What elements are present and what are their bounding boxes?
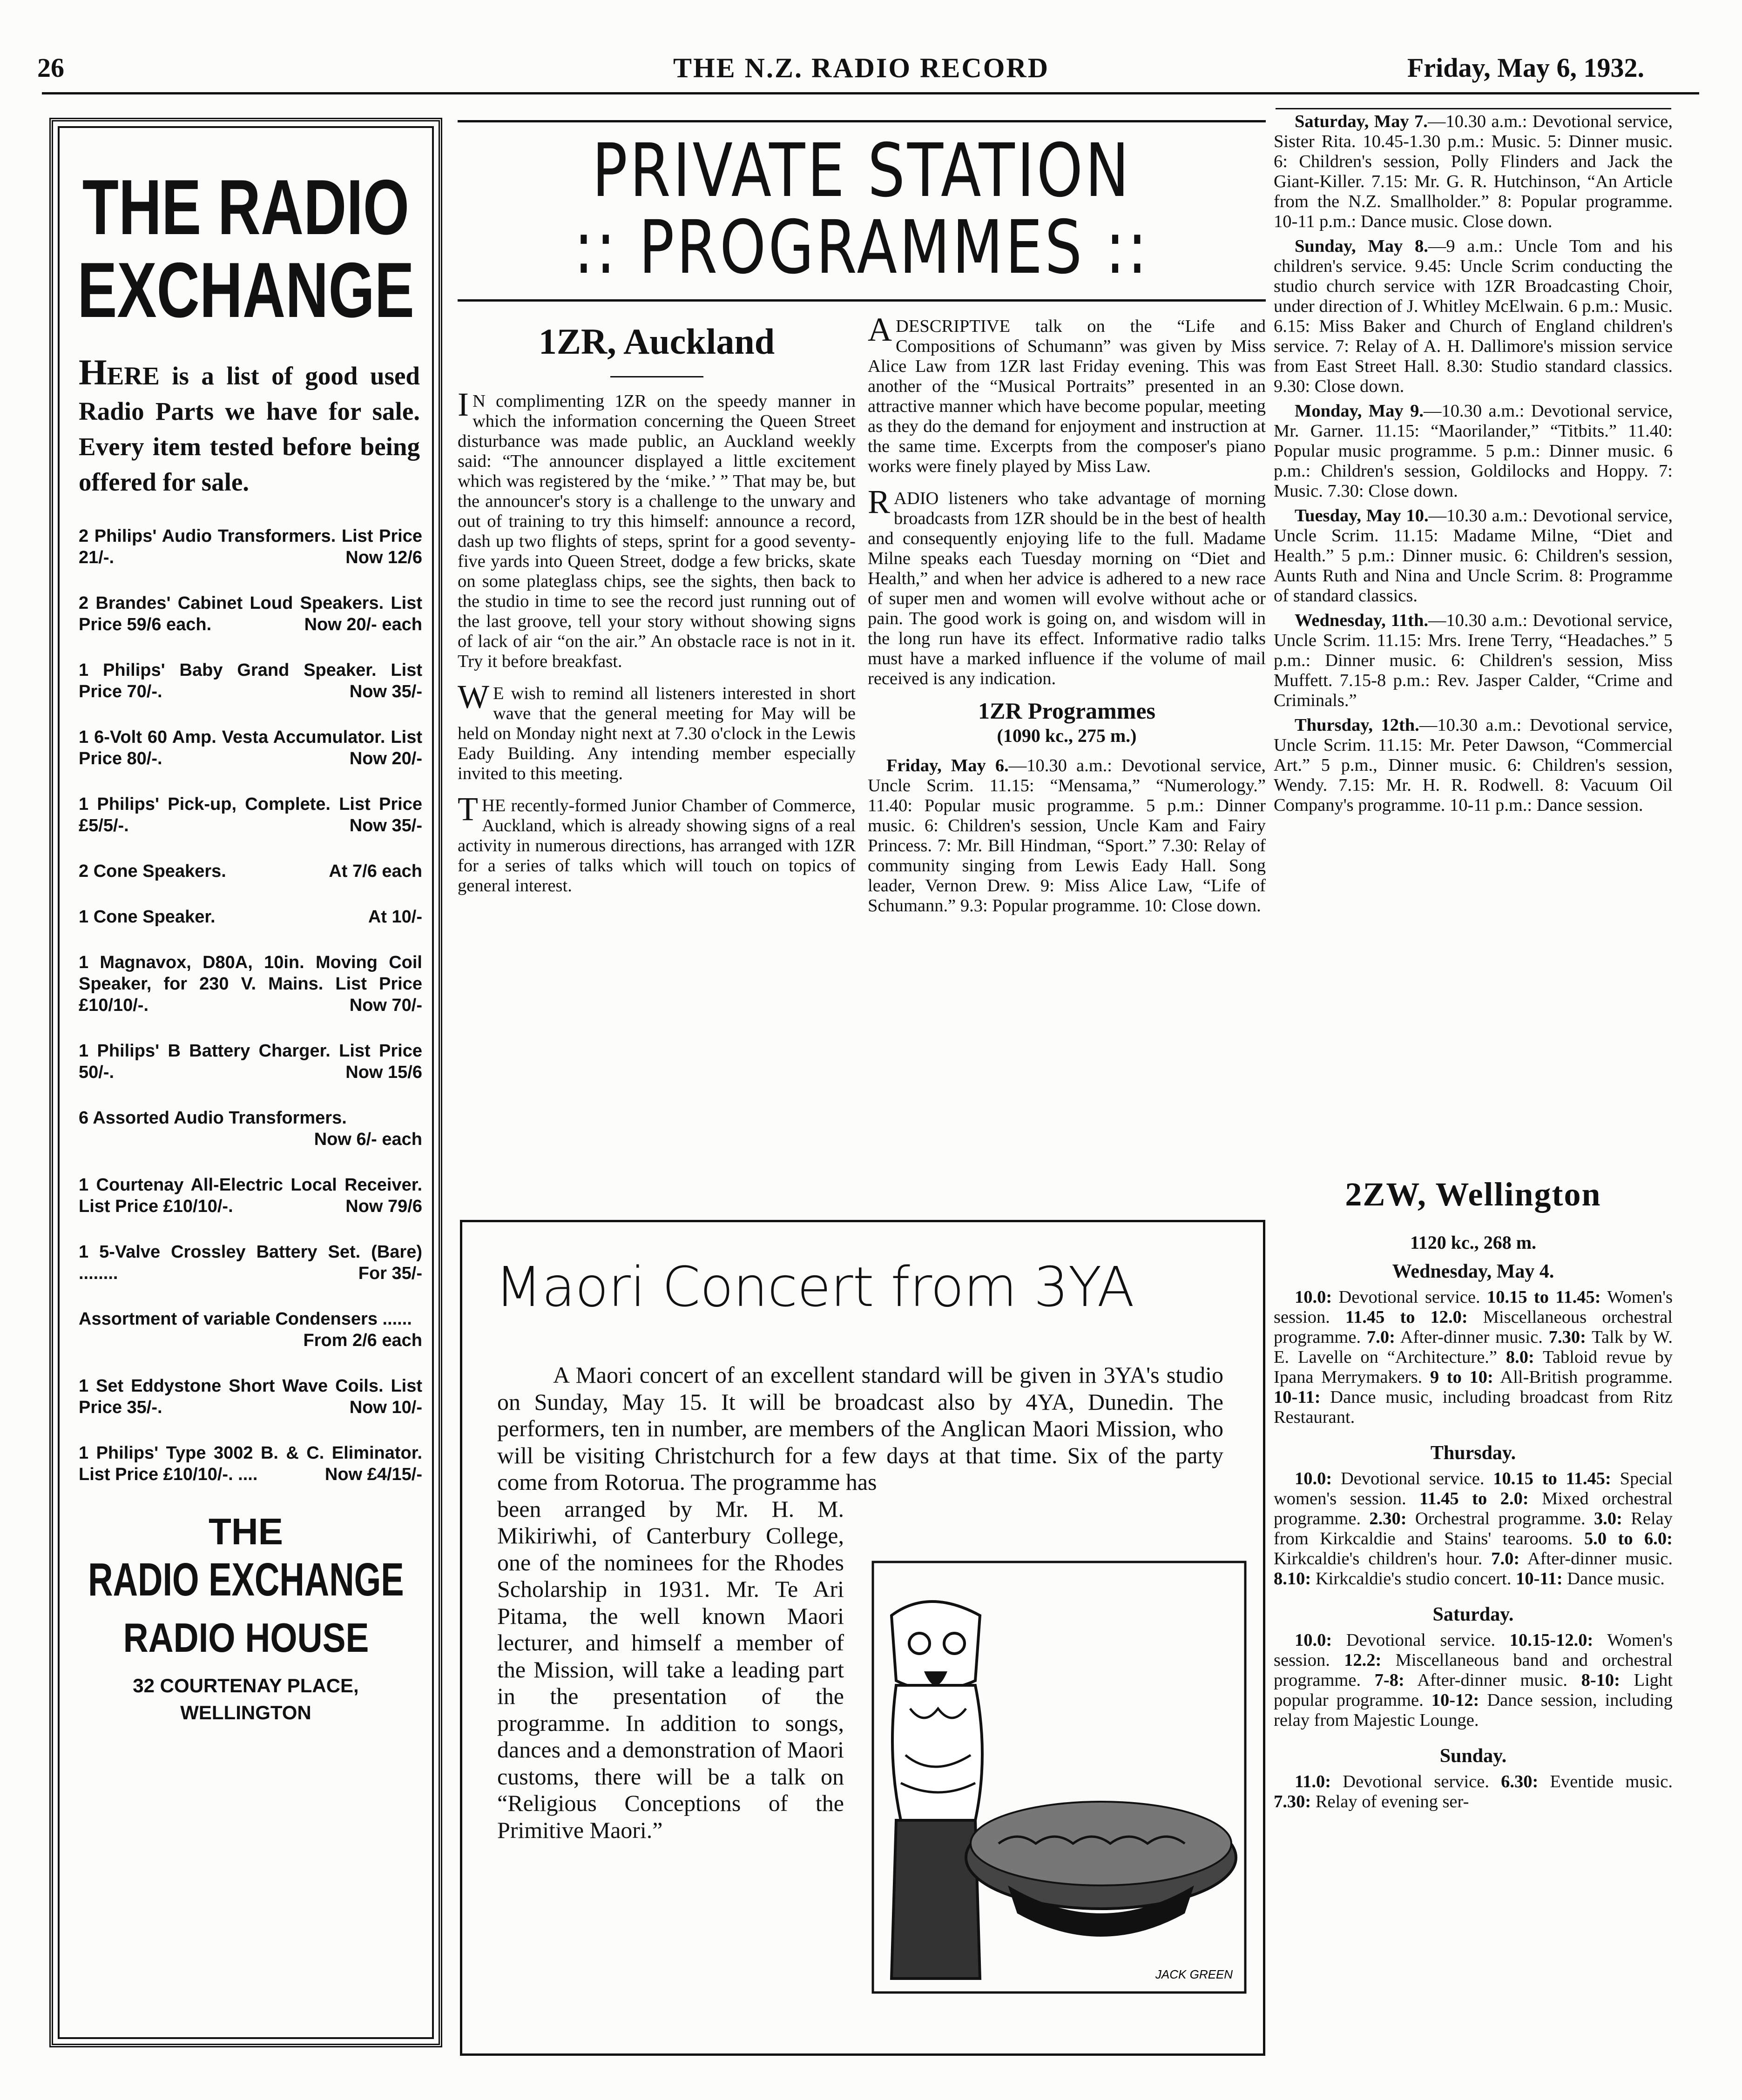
ad-item: [79, 1174, 422, 1217]
wellington-day-heading: Sunday.: [1439, 1745, 1507, 1767]
programme-description: Special women's session.: [1274, 1469, 1673, 1508]
ad-footer-name: RADIO EXCHANGE: [88, 1554, 404, 1606]
auckland-schedule-continued: [1274, 112, 1673, 820]
programme-time: 10.15 to 11.45:: [1486, 1287, 1601, 1307]
ad-item: [79, 592, 422, 635]
programme-description: Women's session.: [1274, 1287, 1673, 1327]
schedule-text: —9 a.m.: Uncle Tom and his children's service. 9.45: Uncle Scrim conducting the studio church service with 1ZR Broadcasting Choir, under direction of J. Whitley McElwain. 6 p.m.: Music. 6.15: Miss Baker and Church of England children's service. 7: Relay of A. H. Dallimore's mission service from East Street Hall. 8.30: Studio standard classics. 9.30: Close down.: [1274, 236, 1673, 396]
ad-content: [53, 121, 439, 1726]
programme-description: Kirkcaldie's studio concert.: [1311, 1569, 1516, 1588]
issue-date: Friday, May 6, 1932.: [1407, 53, 1644, 83]
schedule-text: —10.30 a.m.: Devotional service, Mr. Garner. 11.15: “Maorilander,” “Titbits.” 11.40: Popular music programme. 5 p.m.: Dinner music. 6 p.m.: Children's session, Goldilocks and Hoppy. 7: Music. 7.30: Close down.: [1274, 401, 1673, 501]
programme-time: 12.2:: [1344, 1650, 1382, 1670]
programme-description: Orchestral programme.: [1406, 1509, 1594, 1528]
ad-item-description: 1 Courtenay All-Electric Local Receiver. List Price £10/10/-.: [79, 1175, 422, 1216]
news-paragraph: [458, 386, 856, 672]
wellington-heading: 2ZW, Wellington: [1345, 1176, 1601, 1213]
wellington-day-heading: Saturday.: [1432, 1604, 1514, 1625]
auckland-article: [458, 311, 1266, 916]
ad-footer-building: RADIO HOUSE: [123, 1615, 369, 1661]
paragraph-text: recently-formed Junior Chamber of Commerce, Auckland, which is already showing signs of a real activity in numerous directions, has arranged with 1ZR for a series of talks which will touch on topics of general interest.: [458, 796, 856, 895]
ad-item: [79, 952, 422, 1016]
schedule-day: Friday, May 6.: [886, 756, 1009, 775]
ad-item-description: Assortment of variable Condensers ......: [79, 1309, 412, 1329]
maori-article-title: Maori Concert from 3YA: [495, 1255, 1134, 1319]
schedule-entry: [868, 756, 1266, 916]
schedule-day: Tuesday, May 10.: [1295, 506, 1429, 525]
paragraph-lead: E: [493, 684, 504, 703]
maori-text-narrow: been arranged by Mr. H. M. Mikiriwhi, of Canterbury College, one of the nominees for the Rhodes Scholarship in 1931. Mr. Te Ari Pitama, the well known Maori lecturer, and himself a member of the Mission, will take a leading part in the presentation of the programme. In addition to songs, dances and a demonstration of Maori customs, there will be a talk on “Religious Conceptions of the Primitive Maori.”: [497, 1495, 844, 1843]
tiki-figure-icon: [891, 1602, 982, 1979]
programme-description: Devotional service.: [1332, 1630, 1510, 1650]
programme-time: 11.45 to 12.0:: [1345, 1307, 1468, 1327]
schedule-entry: [1274, 611, 1673, 711]
programme-description: After-dinner music.: [1395, 1327, 1549, 1347]
programmes-heading: 1ZR Programmes: [978, 698, 1155, 724]
ad-item-description: 1 5-Valve Crossley Battery Set. (Bare) ........: [79, 1242, 422, 1283]
ad-item-price: Now 10/-: [349, 1398, 422, 1417]
paragraph-text: talk on the “Life and Compositions of Schumann” was given by Miss Alice Law from 1ZR last Friday evening. This was another of the “Musical Portraits” presented in an attractive manner which have become popular, meeting as they do the demand for enjoyment and instruction at the same time. Excerpts from the composer's piano works were finely played by Miss Law.: [868, 316, 1266, 476]
ad-item: [79, 1241, 422, 1284]
wellington-day-schedule: [1274, 1772, 1673, 1812]
schedule-text: —10.30 a.m.: Devotional service, Uncle Scrim. 11.15: Mr. Peter Dawson, “Commercial Art.” 5 p.m., Dinner music. 6: Children's session, Wendy. 7.15: Mr. H. R. Rodwell. 8: Vacuum Oil Company's programme. 10-11 p.m.: Dance session.: [1274, 715, 1673, 815]
ad-footer-address: 32 COURTENAY PLACE,: [133, 1675, 359, 1696]
tiki-and-bowl-illustration: [859, 1560, 1248, 1995]
ad-item: [79, 1308, 422, 1351]
ad-footer-the: THE: [209, 1511, 283, 1552]
schedule-day: Thursday, 12th.: [1295, 715, 1419, 735]
schedule-text: —10.30 a.m.: Devotional service, Uncle Scrim. 11.15: “Mensama,” “Numerology.” 11.40: Popular music programme. 5 p.m.: Dinner music. 6: Children's session, Uncle Kam and Fairy Princess. 7: Mr. Bill Hindman, “Sport.” 7.30: Relay of community singing from Lewis Eady Hall. Song leader, Vernon Drew. 9: Miss Alice Law, “Life of Schumann.” 9.3: Popular programme. 10: Close down.: [868, 756, 1266, 915]
ad-intro-initial: H: [79, 352, 107, 392]
ad-item: [79, 1442, 422, 1485]
paragraph-text: complimenting 1ZR on the speedy manner in which the information concerning the Queen Street disturbance was made public, an Auckland weekly said: “The announcer displayed a little excitement which was registered by the ‘mike.’ ” That may be, but the announcer's story is a challenge to the unwary and out of training to try this himself: announce a record, dash up two flights of steps, sprint for a good seventy-five yards into Queen Street, dodge a few bricks, skate on some plateglass chips, see the sights, then back to the studio in time to see the record just running out of the last groove, tell your story without showing signs of lack of air “on the air.” An obstacle race is not in it. Try it before breakfast.: [458, 391, 856, 671]
wellington-day-schedule: [1274, 1469, 1673, 1589]
programme-description: Dance music, including broadcast from Ritz Restaurant.: [1274, 1387, 1673, 1427]
ad-item: [79, 1375, 422, 1418]
programme-time: 10-12:: [1431, 1690, 1479, 1710]
news-paragraph: [868, 483, 1266, 689]
programme-time: 8.0:: [1506, 1347, 1534, 1367]
drop-cap: T: [458, 790, 478, 828]
heading-rule: [610, 376, 703, 377]
paragraph-lead: HE: [481, 796, 506, 815]
ad-item: [79, 1040, 422, 1083]
ad-item-price: Now 35/-: [349, 682, 422, 701]
ad-item-description: 1 Philips' Type 3002 B. & C. Eliminator. List Price £10/10/-. ....: [79, 1443, 422, 1484]
drop-cap: A: [868, 311, 892, 348]
drop-cap: W: [458, 678, 489, 715]
programme-time: 10.15-12.0:: [1509, 1630, 1593, 1650]
wellington-frequency: 1120 kc., 268 m.: [1410, 1232, 1537, 1253]
news-paragraph: [458, 678, 856, 784]
ad-item-list: [79, 525, 422, 1485]
ad-item: [79, 525, 422, 568]
ad-item-price: Now 6/- each: [314, 1130, 422, 1149]
ad-headline-line: EXCHANGE: [77, 246, 414, 334]
ad-intro-text: ERE is a list of good used Radio Parts we have for sale. Every item tested before being offered for sale.: [79, 362, 420, 496]
programme-time: 7-8:: [1374, 1670, 1404, 1690]
page-number: 26: [37, 53, 64, 83]
drop-cap: R: [868, 483, 891, 520]
wellington-day-schedule: [1274, 1287, 1673, 1427]
ad-item-price: Now £4/15/-: [324, 1465, 422, 1484]
ad-intro: [79, 352, 420, 500]
programme-time: 7.30:: [1548, 1327, 1586, 1347]
programme-time: 10.0:: [1295, 1630, 1332, 1650]
programme-time: 5.0 to 6.0:: [1584, 1529, 1673, 1548]
schedule-day: Saturday, May 7.: [1295, 112, 1428, 131]
schedule-entry: [1274, 715, 1673, 815]
programme-description: Mixed orchestral programme.: [1274, 1489, 1673, 1528]
ad-item-description: 2 Cone Speakers.: [79, 862, 226, 881]
ad-item-description: 1 Philips' Pick-up, Complete. List Price £5/5/-.: [79, 794, 422, 835]
wellington-schedule: [1274, 1262, 1673, 1812]
wellington-day-schedule: [1274, 1630, 1673, 1730]
paragraph-lead: N: [472, 391, 486, 411]
paragraph-lead: DESCRIPTIVE: [896, 316, 1010, 336]
illustration-signature: JACK GREEN: [1155, 1967, 1233, 1981]
programme-time: 11.0:: [1295, 1772, 1331, 1791]
programme-description: Light popular programme.: [1274, 1670, 1673, 1710]
schedule-day: Sunday, May 8.: [1295, 236, 1428, 256]
section-title-line: :: PROGRAMMES ::: [574, 205, 1150, 290]
ad-item-price: For 35/-: [358, 1264, 422, 1283]
ad-item: [79, 794, 422, 836]
ad-item-price: Now 70/-: [349, 996, 422, 1015]
ad-item-description: 1 Philips' B Battery Charger. List Price 50/-.: [79, 1041, 422, 1082]
programme-description: Devotional service.: [1331, 1772, 1501, 1791]
wellington-section: [1274, 1175, 1673, 1812]
ad-item-description: 2 Brandes' Cabinet Loud Speakers. List Price 59/6 each.: [79, 593, 422, 634]
programme-time: 8-10:: [1581, 1670, 1620, 1690]
ad-item-price: Now 79/6: [345, 1197, 422, 1216]
programme-time: 10-11:: [1274, 1387, 1321, 1407]
wellington-day-heading: Thursday.: [1430, 1442, 1516, 1464]
ad-item-price: Now 15/6: [345, 1063, 422, 1082]
paragraph-text: listeners who take advantage of morning broadcasts from 1ZR should be in the best of health and consequently enjoying life to the full. Madame Milne speaks each Tuesday morning on “Diet and Health,” and when her advice is adhered to a new race of super men and women will evolve without ache or pain. The good work is going on, and wisdom will in the long run have its effect. Informative radio talks must have a marked influence if the volume of mail received is any indication.: [868, 489, 1266, 688]
ad-item-description: 6 Assorted Audio Transformers.: [79, 1108, 347, 1128]
programme-time: 10.0:: [1295, 1287, 1332, 1307]
programme-description: Eventide music.: [1538, 1772, 1673, 1791]
section-title: [458, 120, 1266, 302]
ad-item-price: Now 35/-: [349, 816, 422, 835]
programme-description: Dance session, including relay from Majestic Lounge.: [1274, 1690, 1673, 1730]
ad-item-price: Now 12/6: [345, 548, 422, 567]
programme-description: Dance music.: [1562, 1569, 1665, 1588]
programme-time: 2.30:: [1369, 1509, 1407, 1528]
schedule-entry: [1274, 401, 1673, 501]
ad-item: [79, 660, 422, 702]
programme-description: After-dinner music.: [1519, 1549, 1673, 1568]
paragraph-lead: ADIO: [894, 489, 939, 508]
radio-exchange-advertisement: [49, 118, 442, 2047]
ad-item-description: 1 Philips' Baby Grand Speaker. List Price 70/-.: [79, 660, 422, 701]
ad-item-price: At 10/-: [368, 907, 422, 927]
ad-item: [79, 906, 422, 928]
programme-description: Women's session.: [1274, 1630, 1673, 1670]
schedule-day: Wednesday, 11th.: [1295, 611, 1429, 630]
column-rule: [1276, 108, 1671, 109]
ad-item-description: 1 6-Volt 60 Amp. Vesta Accumulator. List Price 80/-.: [79, 727, 422, 768]
ad-item-price: Now 20/-: [349, 749, 422, 768]
programme-description: Miscellaneous orchestral programme.: [1274, 1307, 1673, 1347]
programme-description: Kirkcaldie's children's hour.: [1274, 1549, 1492, 1568]
drop-cap: I: [458, 386, 469, 423]
schedule-text: —10.30 a.m.: Devotional service, Uncle Scrim. 11.15: Madame Milne, “Diet and Health.” 5 p.m.: Dinner music. 6: Children's session, Aunts Ruth and Nina and Uncle Scrim. 8: Programme of standard classics.: [1274, 506, 1673, 606]
section-title-line: PRIVATE STATION: [592, 128, 1132, 214]
maori-concert-article: [460, 1220, 1265, 2056]
schedule-entry: [1274, 506, 1673, 606]
ad-item: [79, 861, 422, 882]
ad-item: [79, 1107, 422, 1150]
paragraph-text: wish to remind all listeners interested in short wave that the general meeting for May will be held on Monday night next at 7.30 o'clock in the Lewis Eady Building. Any intending member especially invited to this meeting.: [458, 684, 856, 783]
ad-item-price: From 2/6 each: [303, 1331, 422, 1350]
schedule-text: —10.30 a.m.: Devotional service, Sister Rita. 10.45-1.30 p.m.: Music. 5: Dinner music. 6: Children's session, Polly Flinders and Jack the Giant-Killer. 7.15: Mr. G. R. Hutchinson, “An Article from the N.Z. Smallholder.” 8: Popular programme. 10-11 p.m.: Dance music. Close down.: [1274, 112, 1673, 231]
carved-bowl-icon: [966, 1802, 1236, 1937]
programme-description: Tabloid revue by Ipana Merrymakers.: [1274, 1347, 1673, 1387]
programme-time: 3.0:: [1593, 1509, 1622, 1528]
auckland-heading: 1ZR, Auckland: [538, 321, 775, 362]
news-paragraph: [868, 311, 1266, 477]
programme-description: Devotional service.: [1332, 1287, 1487, 1307]
ad-footer-city: WELLINGTON: [180, 1702, 311, 1723]
schedule-entry: [1274, 112, 1673, 232]
programme-time: 6.30:: [1501, 1772, 1539, 1791]
programme-time: 10.15 to 11.45:: [1493, 1469, 1611, 1488]
ad-item-price: At 7/6 each: [329, 862, 422, 881]
programme-description: Devotional service.: [1332, 1469, 1493, 1488]
wellington-day-heading: Wednesday, May 4.: [1392, 1261, 1554, 1282]
programmes-frequency: (1090 kc., 275 m.): [997, 725, 1137, 746]
ad-headline-line: THE RADIO: [82, 163, 410, 251]
header-rule: [42, 92, 1699, 94]
ad-item-description: 2 Philips' Audio Transformers. List Price 21/-.: [79, 526, 422, 567]
programme-time: 10.0:: [1295, 1469, 1332, 1488]
programme-time: 9 to 10:: [1430, 1367, 1493, 1387]
ad-headline: [53, 163, 439, 334]
schedule-day: Monday, May 9.: [1295, 401, 1424, 421]
maori-text-wide: A Maori concert of an excellent standard will be given in 3YA's studio on Sunday, May 15. It will be broadcast also by 4YA, Dunedin. The performers, ten in number, are members of the Anglican Maori Mission, who will be visiting Christchurch for a few days at that time. Six of the party come from Rotorua. The programme has: [497, 1362, 1223, 1495]
programme-time: 11.45 to 2.0:: [1419, 1489, 1529, 1508]
programme-description: All-British programme.: [1493, 1367, 1673, 1387]
programme-time: 7.0:: [1366, 1327, 1395, 1347]
schedule-text: —10.30 a.m.: Devotional service, Uncle Scrim. 11.15: Mrs. Irene Terry, “Headaches.” 5 p.m.: Dinner music. 6: Children's session, Miss Muffett. 7.15-8 p.m.: Rev. Jasper Calder, “Crime and Criminals.”: [1274, 611, 1673, 710]
schedule-entry: [1274, 236, 1673, 397]
ad-item-description: 1 Cone Speaker.: [79, 907, 216, 927]
ad-item-price: Now 20/- each: [304, 615, 422, 634]
programme-description: Relay from Kirkcaldie and Stains' tearooms.: [1274, 1509, 1673, 1548]
programme-description: Relay of evening ser-: [1311, 1792, 1469, 1811]
publication-title: THE N.Z. RADIO RECORD: [673, 53, 1050, 83]
programme-time: 7.0:: [1491, 1549, 1520, 1568]
ad-footer: [53, 1509, 439, 1726]
programme-time: 10-11:: [1516, 1569, 1563, 1588]
news-paragraph: [458, 790, 856, 896]
programme-time: 8.10:: [1274, 1569, 1311, 1588]
programme-time: 7.30:: [1274, 1792, 1311, 1811]
programme-description: After-dinner music.: [1404, 1670, 1581, 1690]
programme-description: Miscellaneous band and orchestral programme.: [1274, 1650, 1673, 1690]
ad-item: [79, 727, 422, 769]
programme-description: Talk by W. E. Lavelle on “Architecture.”: [1274, 1327, 1673, 1367]
ad-item-description: 1 Magnavox, D80A, 10in. Moving Coil Speaker, for 230 V. Mains. List Price £10/10/-.: [79, 953, 422, 1015]
ad-item-description: 1 Set Eddystone Short Wave Coils. List Price 35/-.: [79, 1376, 422, 1417]
